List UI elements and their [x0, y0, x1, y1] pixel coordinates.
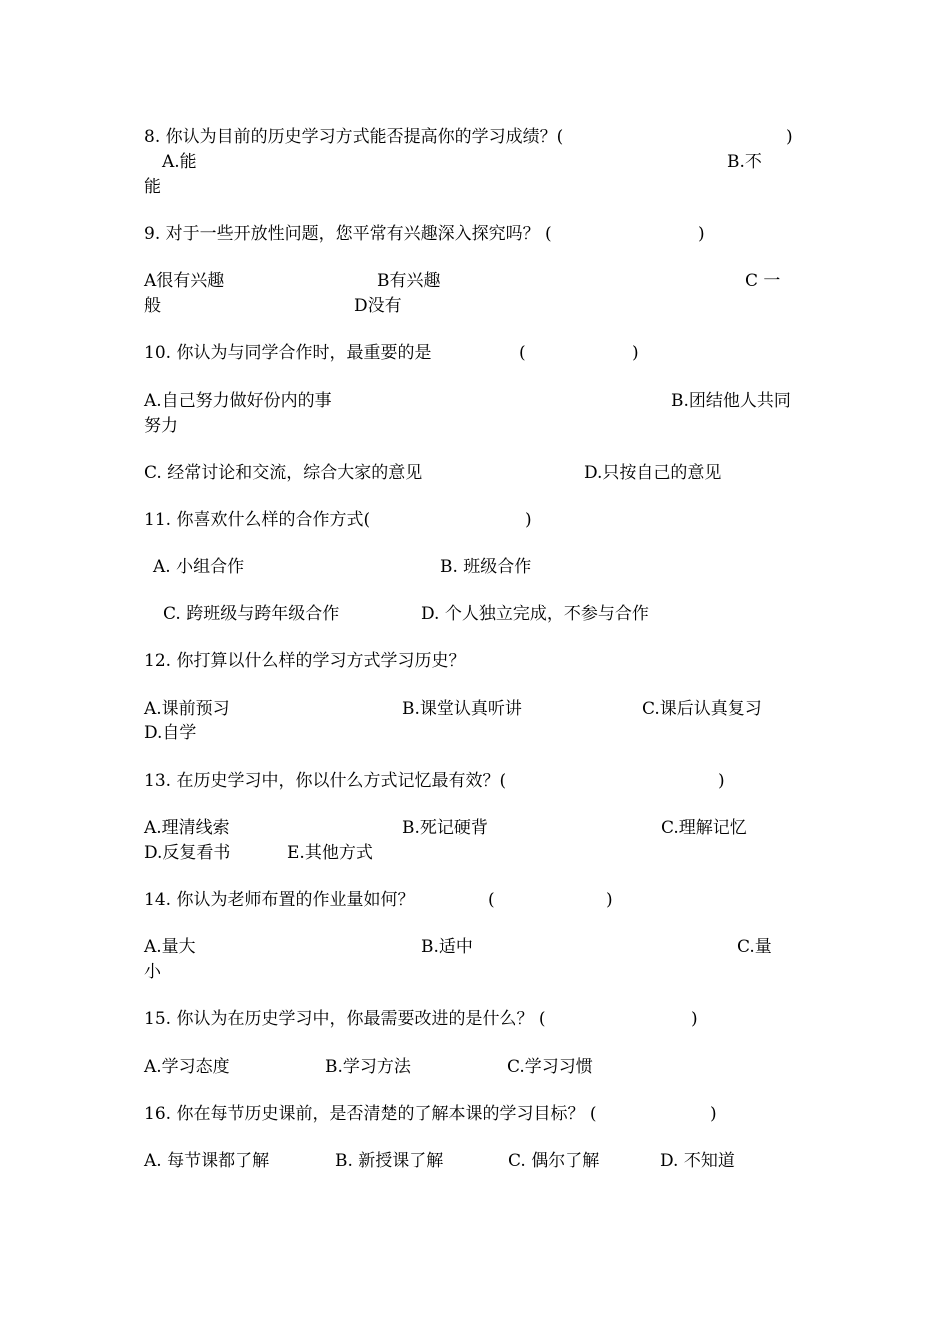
question-8-option-b-wrap: 能 [144, 177, 161, 197]
question-10-option-a: A.自己努力做好份内的事 [144, 391, 332, 411]
question-12-option-c: C.课后认真复习 [642, 699, 762, 719]
question-10-open-paren: ( [519, 343, 526, 363]
question-8-option-b: B.不 [727, 152, 762, 172]
question-10-option-c: C. 经常讨论和交流，综合大家的意见 [144, 463, 423, 483]
question-13-option-a: A.理清线索 [144, 818, 230, 838]
question-9-text: 9. 对于一些开放性问题，您平常有兴趣深入探究吗？ ( [144, 224, 552, 244]
question-9-option-a: A很有兴趣 [144, 271, 225, 291]
question-13-close-paren: ) [718, 771, 725, 791]
question-14-option-c: C.量 [737, 937, 772, 957]
question-12-option-d: D.自学 [144, 723, 197, 743]
question-10-option-b-wrap: 努力 [144, 416, 178, 436]
question-11-close-paren: ) [525, 510, 532, 530]
question-12-text: 12. 你打算以什么样的学习方式学习历史？ [144, 651, 466, 671]
question-16-option-d: D. 不知道 [660, 1151, 735, 1171]
question-9-option-c-wrap: 般 [144, 296, 161, 316]
question-16-close-paren: ) [710, 1104, 717, 1124]
question-14-open-paren: ( [488, 890, 495, 910]
question-12-option-a: A.课前预习 [144, 699, 230, 719]
question-9-close-paren: ) [698, 224, 705, 244]
question-14-option-a: A.量大 [144, 937, 196, 957]
question-14-option-c-wrap: 小 [144, 962, 161, 982]
question-9-option-b: B有兴趣 [377, 271, 441, 291]
question-8-text: 8. 你认为目前的历史学习方式能否提高你的学习成绩？( [144, 127, 564, 147]
question-11-text: 11. 你喜欢什么样的合作方式( [144, 510, 371, 530]
question-16-option-a: A. 每节课都了解 [144, 1151, 270, 1171]
question-12-option-b: B.课堂认真听讲 [402, 699, 522, 719]
question-8-option-a: A.能 [162, 152, 197, 172]
question-8-close-paren: ) [786, 127, 793, 147]
question-16-option-b: B. 新授课了解 [335, 1151, 444, 1171]
question-13-option-c: C.理解记忆 [661, 818, 747, 838]
question-11-option-d: D. 个人独立完成，不参与合作 [421, 604, 649, 624]
question-13-option-b: B.死记硬背 [402, 818, 488, 838]
question-13-option-d: D.反复看书 [144, 843, 231, 863]
question-14-close-paren: ) [606, 890, 613, 910]
question-16-option-c: C. 偶尔了解 [508, 1151, 600, 1171]
question-11-option-c: C. 跨班级与跨年级合作 [163, 604, 340, 624]
question-14-text: 14. 你认为老师布置的作业量如何？ [144, 890, 415, 910]
question-13-text: 13. 在历史学习中，你以什么方式记忆最有效？( [144, 771, 507, 791]
question-15-option-c: C.学习习惯 [507, 1057, 593, 1077]
question-10-close-paren: ) [632, 343, 639, 363]
question-15-option-b: B.学习方法 [325, 1057, 411, 1077]
question-9-option-d: D没有 [354, 296, 402, 316]
question-10-option-b: B.团结他人共同 [671, 391, 791, 411]
question-15-close-paren: ) [691, 1009, 698, 1029]
question-15-option-a: A.学习态度 [144, 1057, 230, 1077]
question-14-option-b: B.适中 [421, 937, 473, 957]
question-10-option-d: D.只按自己的意见 [584, 463, 722, 483]
question-15-text: 15. 你认为在历史学习中，你最需要改进的是什么？ ( [144, 1009, 546, 1029]
question-13-option-e: E.其他方式 [287, 843, 373, 863]
question-11-option-a: A. 小组合作 [153, 557, 245, 577]
question-10-text: 10. 你认为与同学合作时，最重要的是 [144, 343, 432, 363]
question-9-option-c: C 一 [745, 271, 781, 291]
question-16-text: 16. 你在每节历史课前，是否清楚的了解本课的学习目标？ ( [144, 1104, 597, 1124]
question-11-option-b: B. 班级合作 [440, 557, 532, 577]
